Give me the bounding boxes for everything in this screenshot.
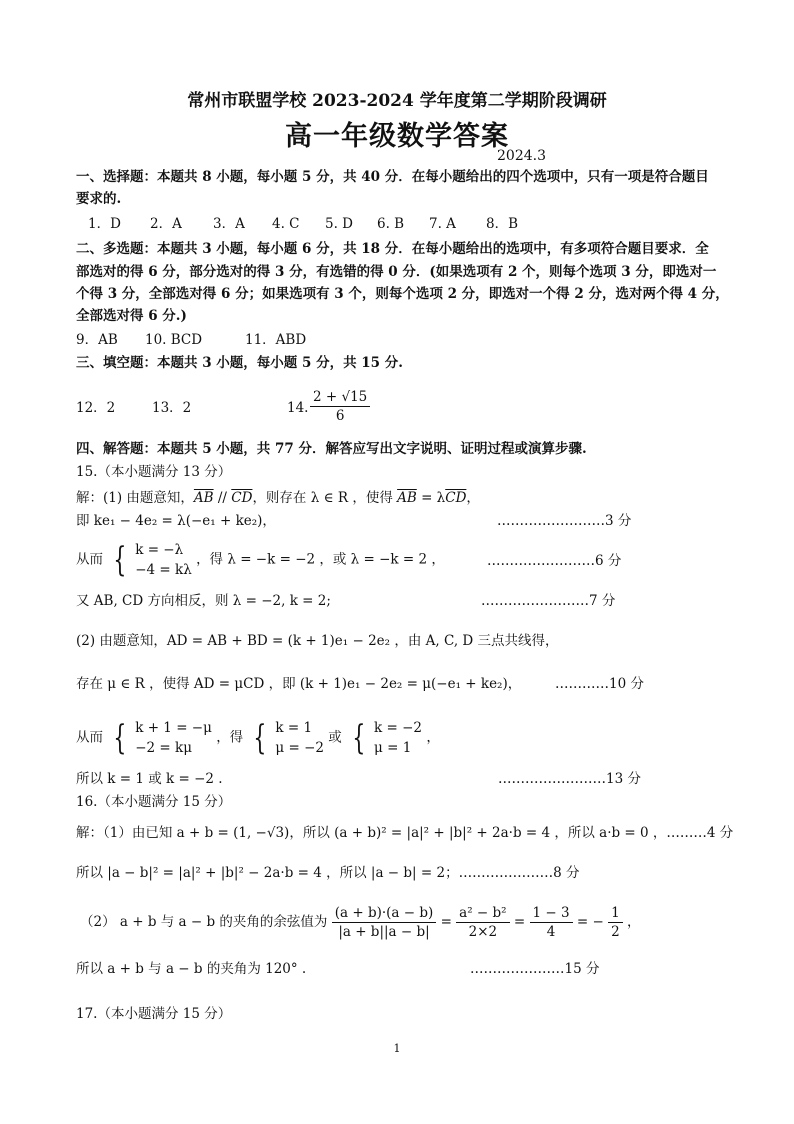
equation: −4 = kλ: [135, 562, 192, 578]
equation: k = −λ: [135, 542, 184, 558]
s1-answer-5: 5. D: [325, 216, 353, 232]
vector-ab: $\overline{AB}$: [397, 490, 417, 506]
equation-system: [275, 718, 324, 758]
fraction-denominator: 4: [546, 924, 556, 940]
document-subtitle: 高一年级数学答案: [285, 121, 509, 152]
brace-icon: {: [113, 540, 127, 580]
s2-answer-10: 10. BCD: [145, 332, 203, 348]
equation: μ = −2: [275, 740, 324, 756]
fraction-denominator: 2×2: [468, 924, 498, 940]
q15-line3: [76, 540, 445, 580]
s1-answer-7: 7. A: [429, 216, 456, 232]
s2-answer-9: 9．AB: [76, 332, 118, 348]
q15-line8: 所以 k = 1 或 k = −2 .: [76, 771, 223, 787]
section4-heading: 四、解答题：本题共 5 小题，共 77 分．解答应写出文字说明、证明过程或演算步骤.: [76, 441, 587, 457]
document-date: 2024.3: [497, 148, 546, 164]
vector-cd: $\overline{CD}$: [445, 490, 467, 506]
section3-heading: 三、填空题：本题共 3 小题，每小题 5 分，共 15 分.: [76, 355, 403, 371]
q17-title: 17.（本小题满分 15 分）: [76, 1006, 232, 1022]
vector-ab: $\overline{AB}$: [193, 490, 214, 506]
text: ，: [626, 914, 641, 930]
s1-answer-8: 8．B: [486, 216, 519, 232]
text: 或: [328, 729, 342, 746]
q15-line7: [76, 718, 440, 758]
s1-answer-6: 6. B: [377, 216, 405, 232]
text: ，: [426, 729, 440, 746]
q16-line4: 所以 a + b 与 a − b 的夹角为 120° .: [76, 961, 307, 977]
equation: k = 1: [275, 720, 313, 736]
fraction-numerator: 1: [608, 904, 623, 923]
s1-answer-3: 3．A: [213, 216, 245, 232]
s2-answer-11: 11．ABD: [245, 332, 307, 348]
document-title: 常州市联盟学校 2023-2024 学年度第二学期阶段调研: [187, 91, 607, 111]
fraction-numerator: a² − b²: [456, 904, 509, 923]
s3-answer-14-label: 14.: [287, 400, 309, 416]
equation: k = −2: [374, 720, 423, 736]
fraction: [608, 904, 623, 941]
q15-line4: 又 AB, CD 方向相反，则 λ = −2, k = 2;: [76, 593, 331, 609]
q15-score-6: ……………………6 分: [487, 553, 622, 569]
equation: k + 1 = −μ: [135, 720, 212, 736]
brace-icon: {: [113, 718, 127, 758]
section1-heading-cont: 要求的.: [76, 191, 122, 207]
text: （2） a + b 与 a − b 的夹角的余弦值为: [80, 914, 328, 930]
section1-heading: 一、选择题：本题共 8 小题，每小题 5 分，共 40 分．在每小题给出的四个选项中，只有一项是符合题目: [76, 169, 709, 185]
s3-answer-14-fraction: [310, 388, 370, 425]
q15-line6: 存在 μ ∈ R ，使得 AD = μCD ，即 (k + 1)e₁ − 2e₂ = μ(−e₁ + ke₂)，: [76, 676, 522, 692]
q16-title: 16.（本小题满分 15 分）: [76, 794, 232, 810]
equation: μ = 1: [374, 740, 412, 756]
q15-score-7: ……………………7 分: [481, 593, 616, 609]
text: //: [213, 490, 232, 506]
brace-icon: {: [253, 718, 267, 758]
text: =: [440, 914, 452, 930]
equation-system: [135, 718, 212, 758]
text: =: [513, 914, 526, 930]
section2-line1: 二、多选题：本题共 3 小题，每小题 6 分，共 18 分．在每小题给出的选项中，有多项符合题目要求．全: [76, 241, 709, 257]
s1-answer-1: 1．D: [88, 216, 121, 232]
fraction-numerator: 2 + √15: [310, 388, 370, 407]
equation-system: [374, 718, 422, 758]
text: = λ: [416, 490, 446, 506]
q15-title: 15.（本小题满分 13 分）: [76, 464, 232, 480]
s3-answer-13: 13．2: [152, 400, 192, 416]
q16-line2: 所以 |a − b|² = |a|² + |b|² − 2a·b = 4 ，所以 |a − b| = 2；…………………8 分: [76, 865, 580, 881]
section2-line2: 部选对的得 6 分，部分选对的得 3 分，有选错的得 0 分．(如果选项有 2 个，则每个选项 3 分，即选对一: [76, 264, 717, 280]
q15-score-10: …………10 分: [555, 676, 644, 692]
vector-cd: $\overline{CD}$: [231, 490, 253, 506]
q15-line2: 即 ke₁ − 4e₂ = λ(−e₁ + ke₂)，: [76, 513, 276, 529]
s3-answer-12: 12．2: [76, 400, 116, 416]
s1-answer-4: 4. C: [272, 216, 300, 232]
page-number: 1: [393, 1042, 401, 1055]
fraction: [456, 904, 509, 941]
q15-line1: [76, 489, 480, 507]
text: ，得 λ = −k = −2 ，或 λ = −k = 2 ，: [196, 551, 445, 568]
text: 从而: [76, 729, 103, 746]
text: ，则存在 λ ∈ R ，使得: [252, 490, 398, 506]
text: 从而: [76, 551, 103, 568]
q16-score-15: …………………15 分: [470, 961, 600, 977]
q16-line1: 解：（1）由已知 a + b = (1, −√3)，所以 (a + b)² = |a|² + |b|² + 2a·b = 4 ，所以 a·b = 0 ，………4 分: [76, 825, 734, 841]
q16-line3: [80, 904, 640, 941]
fraction-denominator: 2: [611, 924, 620, 940]
equation: −2 = kμ: [135, 740, 192, 756]
brace-icon: {: [352, 718, 366, 758]
text: 解：(1) 由题意知，: [76, 490, 194, 506]
fraction: [332, 904, 437, 941]
text: ，: [466, 490, 480, 506]
section2-line4: 全部选对得 6 分.): [76, 308, 187, 324]
section2-line3: 个得 3 分，全部选对得 6 分；如果选项有 3 个，则每个选项 2 分，即选对一个得 2 分，选对两个得 4 分，: [76, 286, 729, 302]
text: ，得: [216, 729, 244, 746]
s1-answer-2: 2．A: [150, 216, 182, 232]
q15-line5: (2) 由题意知，AD = AB + BD = (k + 1)e₁ − 2e₂ ，由 A, C, D 三点共线得，: [76, 633, 559, 649]
fraction-denominator: 6: [335, 408, 345, 424]
q15-score-3: ……………………3 分: [497, 513, 632, 529]
fraction-numerator: (a + b)·(a − b): [332, 904, 437, 923]
equation-system: [135, 540, 192, 580]
fraction: [530, 904, 573, 941]
fraction-numerator: 1 − 3: [530, 904, 573, 923]
q15-score-13: ……………………13 分: [498, 771, 641, 787]
fraction-denominator: |a + b||a − b|: [338, 924, 430, 940]
text: = −: [576, 914, 604, 930]
